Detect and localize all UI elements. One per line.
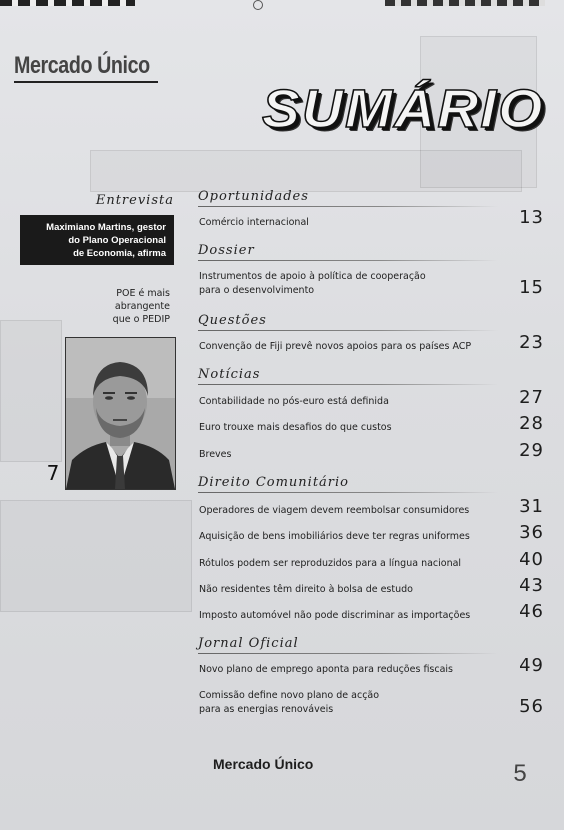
toc-entry-title: Convenção de Fiji prevê novos apoios para os países ACP bbox=[199, 341, 472, 352]
toc-entry-nao-residentes[interactable] bbox=[199, 583, 499, 597]
registration-strip-right bbox=[385, 0, 545, 6]
section-divider bbox=[198, 260, 498, 261]
page-title: SUMÁRIO bbox=[262, 79, 545, 139]
toc-entry-title: Não residentes têm direito à bolsa de estudo bbox=[199, 584, 413, 595]
interview-teaser bbox=[60, 287, 170, 326]
interview-highlight-line: de Economia, afirma bbox=[73, 248, 166, 259]
toc-entry-comercio-internacional[interactable] bbox=[199, 216, 499, 230]
registration-mark bbox=[253, 0, 263, 10]
section-dossier: Dossier bbox=[198, 243, 255, 258]
toc-page-number: 28 bbox=[519, 413, 544, 434]
toc-entry-operadores-de-viagem[interactable] bbox=[199, 504, 499, 518]
section-divider bbox=[198, 653, 498, 654]
interview-page-number: 7 bbox=[46, 461, 60, 485]
toc-entry-title: Instrumentos de apoio à política de cooperação bbox=[199, 271, 426, 282]
toc-entry-title: para o desenvolvimento bbox=[199, 285, 315, 296]
toc-page-number: 13 bbox=[519, 207, 544, 228]
section-questoes: Questões bbox=[198, 313, 267, 328]
registration-strip-left bbox=[0, 0, 135, 6]
toc-entry-imposto-automovel[interactable] bbox=[199, 609, 499, 623]
magazine-brand: Mercado Único bbox=[14, 52, 150, 79]
portrait-illustration bbox=[66, 338, 175, 489]
toc-entry-convencao-de-fiji[interactable] bbox=[199, 340, 499, 354]
page-folio: 5 bbox=[513, 760, 527, 787]
footer-brand: Mercado Único bbox=[213, 756, 314, 772]
interview-teaser-line: POE é mais bbox=[116, 288, 170, 299]
toc-page-number: 49 bbox=[519, 655, 544, 676]
interviewee-portrait bbox=[65, 337, 176, 490]
toc-page-number: 29 bbox=[519, 440, 544, 461]
toc-entry-title: Comércio internacional bbox=[199, 217, 309, 228]
toc-entry-title: Comissão define novo plano de acção bbox=[199, 690, 380, 701]
toc-entry-title: para as energias renováveis bbox=[199, 704, 334, 715]
section-direito-comunitario: Direito Comunitário bbox=[198, 475, 350, 490]
toc-entry-euro-trouxe[interactable] bbox=[199, 421, 499, 435]
interview-section-label: Entrevista bbox=[95, 193, 174, 208]
section-noticias: Notícias bbox=[198, 367, 261, 382]
toc-entry-title: Imposto automóvel não pode discriminar as importações bbox=[199, 610, 471, 621]
section-oportunidades: Oportunidades bbox=[198, 189, 309, 204]
toc-page-number: 15 bbox=[519, 277, 544, 298]
toc-entry-aquisicao-de-bens[interactable] bbox=[199, 530, 499, 544]
toc-entry-title: Rótulos podem ser reproduzidos para a língua nacional bbox=[199, 558, 462, 569]
interview-highlight-line: do Plano Operacional bbox=[68, 235, 166, 246]
brand-underline bbox=[14, 81, 158, 83]
toc-entry-title: Aquisição de bens imobiliários deve ter regras uniformes bbox=[199, 531, 470, 542]
toc-entry-comissao-define[interactable] bbox=[199, 689, 499, 717]
toc-page-number: 56 bbox=[519, 696, 544, 717]
section-divider bbox=[198, 492, 498, 493]
toc-entry-breves[interactable] bbox=[199, 448, 499, 462]
toc-entry-instrumentos-de-apoio[interactable] bbox=[199, 270, 499, 298]
toc-page-number: 46 bbox=[519, 601, 544, 622]
interview-highlight-box[interactable] bbox=[20, 215, 174, 265]
background-panel bbox=[0, 500, 192, 612]
toc-entry-title: Contabilidade no pós-euro está definida bbox=[199, 396, 389, 407]
section-divider bbox=[198, 206, 498, 207]
section-divider bbox=[198, 330, 498, 331]
toc-entry-title: Breves bbox=[199, 449, 232, 460]
interview-teaser-line: abrangente bbox=[114, 301, 170, 312]
interview-highlight-line: Maximiano Martins, gestor bbox=[46, 222, 166, 233]
toc-page-number: 43 bbox=[519, 575, 544, 596]
section-jornal-oficial: Jornal Oficial bbox=[198, 636, 299, 651]
toc-entry-title: Operadores de viagem devem reembolsar consumidores bbox=[199, 505, 470, 516]
toc-entry-title: Novo plano de emprego aponta para reduções fiscais bbox=[199, 664, 454, 675]
toc-page-number: 27 bbox=[519, 387, 544, 408]
toc-page-number: 40 bbox=[519, 549, 544, 570]
toc-entry-title: Euro trouxe mais desafios do que custos bbox=[199, 422, 392, 433]
interview-teaser-line: que o PEDIP bbox=[112, 314, 170, 325]
background-panel bbox=[90, 150, 522, 192]
toc-entry-novo-plano-de-emprego[interactable] bbox=[199, 663, 499, 677]
toc-page-number: 36 bbox=[519, 522, 544, 543]
toc-page-number: 23 bbox=[519, 332, 544, 353]
section-divider bbox=[198, 384, 498, 385]
toc-entry-contabilidade[interactable] bbox=[199, 395, 499, 409]
toc-page-number: 31 bbox=[519, 496, 544, 517]
background-panel bbox=[0, 320, 62, 462]
toc-entry-rotulos[interactable] bbox=[199, 557, 499, 571]
